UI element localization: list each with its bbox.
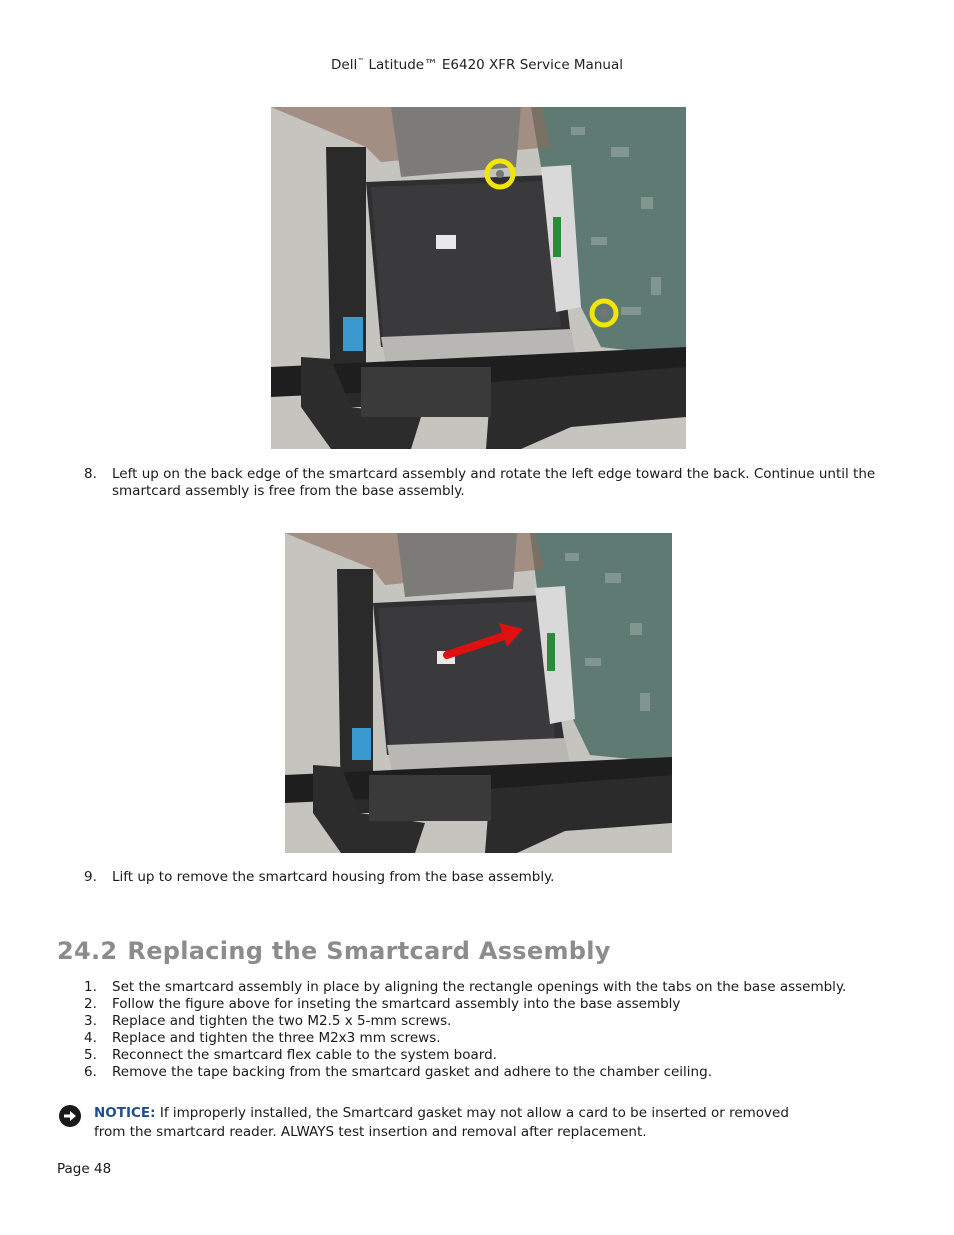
step-number: 8.: [84, 466, 97, 482]
section-heading: [57, 937, 611, 965]
arrow-right-circle-icon: [58, 1104, 82, 1128]
list-item: [84, 1013, 904, 1030]
step-text: Set the smartcard assembly in place by aligning the rectangle openings with the tabs on the base assembly.: [112, 979, 847, 995]
step-number: 6.: [84, 1064, 97, 1080]
step-number: 5.: [84, 1047, 97, 1063]
removal-step-8: [84, 466, 894, 500]
smartcard-screws-photo: [271, 107, 686, 449]
notice-message: If improperly installed, the Smartcard gasket may not allow a card to be inserted or removed from the smartcard reader. ALWAYS test insertion and removal after replacement.: [94, 1105, 789, 1140]
list-item: [84, 1064, 904, 1081]
step-text: Remove the tape backing from the smartcard gasket and adhere to the chamber ceiling.: [112, 1064, 712, 1080]
replacement-steps-list: [84, 979, 904, 1081]
section-title: Replacing the Smartcard Assembly: [127, 937, 611, 965]
photo-illustration: [285, 533, 672, 853]
page-header: [0, 57, 954, 73]
trademark-mark: ™: [357, 57, 365, 65]
notice-text: [94, 1104, 814, 1142]
removal-step-9: [84, 869, 894, 886]
section-number: 24.2: [57, 937, 118, 965]
photo-illustration: [271, 107, 686, 449]
list-item: [84, 1047, 904, 1064]
page-number: Page 48: [57, 1161, 112, 1177]
step-number: 9.: [84, 869, 97, 885]
step-number: 3.: [84, 1013, 97, 1029]
step-number: 2.: [84, 996, 97, 1012]
step-text: Replace and tighten the three M2x3 mm screws.: [112, 1030, 441, 1046]
step-text: Reconnect the smartcard flex cable to the system board.: [112, 1047, 497, 1063]
header-title: Latitude™ E6420 XFR Service Manual: [364, 57, 623, 73]
step-text: Left up on the back edge of the smartcard assembly and rotate the left edge toward the back. Continue until the smartcard assembly is free from the base assembly.: [112, 466, 876, 499]
list-item: [84, 1030, 904, 1047]
step-text: Replace and tighten the two M2.5 x 5-mm screws.: [112, 1013, 452, 1029]
step-number: 1.: [84, 979, 97, 995]
list-item: [84, 979, 904, 996]
step-text: Lift up to remove the smartcard housing from the base assembly.: [112, 869, 555, 885]
notice-label: NOTICE:: [94, 1105, 156, 1121]
list-item: [84, 996, 904, 1013]
step-number: 4.: [84, 1030, 97, 1046]
step-text: Follow the figure above for inseting the smartcard assembly into the base assembly: [112, 996, 681, 1012]
header-brand: Dell: [331, 57, 358, 73]
smartcard-rotate-photo: [285, 533, 672, 853]
